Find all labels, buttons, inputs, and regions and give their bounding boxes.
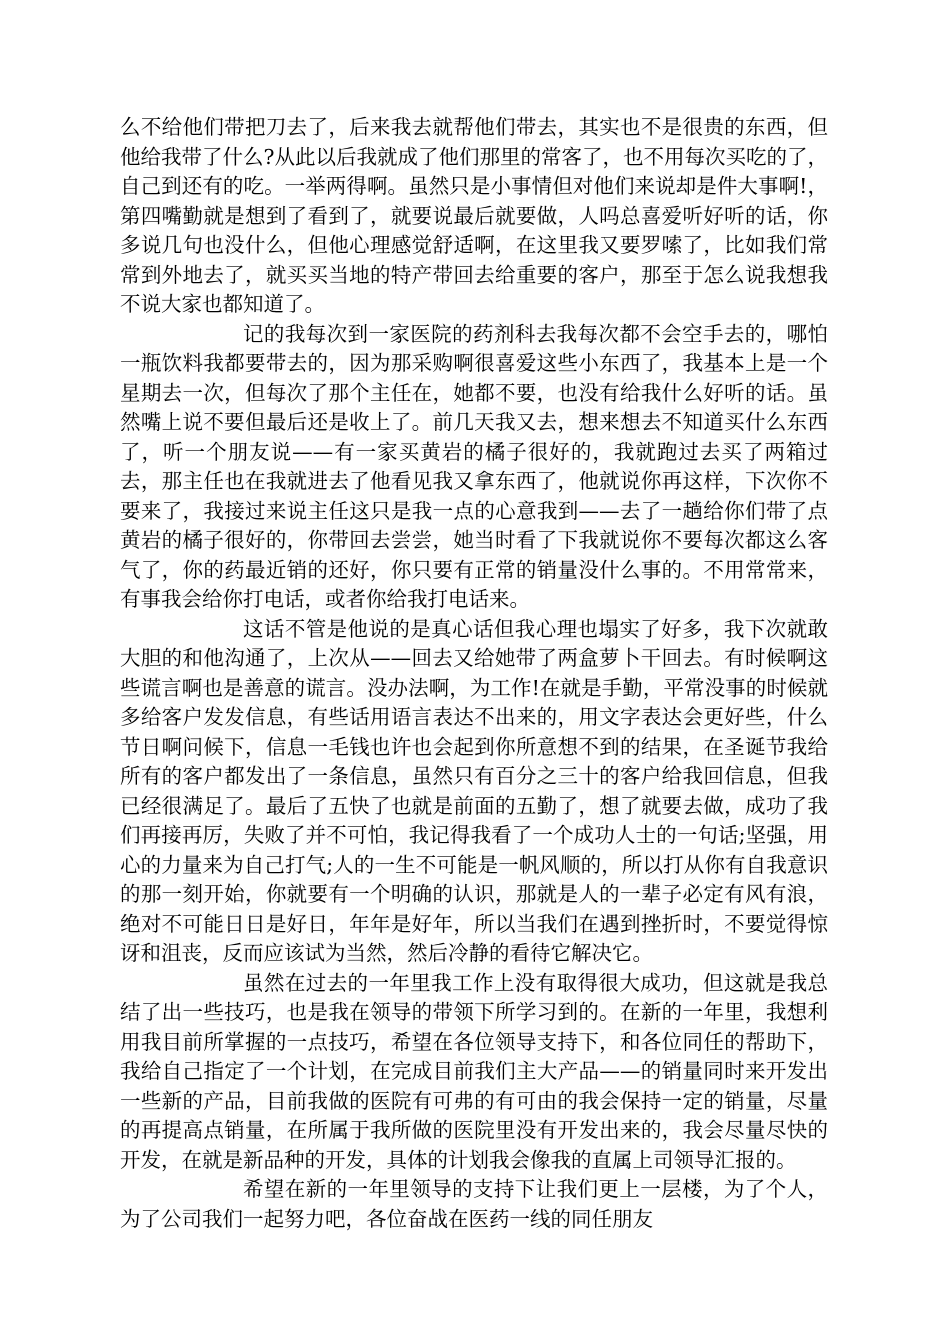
paragraph-3: 这话不管是他说的是真心话但我心理也塌实了好多，我下次就敢大胆的和他沟通了，上次从——回去又给她带了两盒萝卜干回去。有时候啊这些谎言啊也是善意的谎言。没办法啊，为工作!在就是手勤，平常没事的时候就多给客户发发信息，有些话用语言表达不出来的，用文字表达会更好些，什么节日啊问候下，信息一毛钱也许也会起到你所意想不到的结果，在圣诞节我给所有的客户都发出了一条信息，虽然只有百分之三十的客户给我回信息，但我已经很满足了。最后了五快了也就是前面的五勤了，想了就要去做，成功了我们再接再厉，失败了并不可怕，我记得我看了一个成功人士的一句话;坚强，用心的力量来为自己打气;人的一生不可能是一帆风顺的，所以打从你有自我意识的那一刻开始，你就要有一个明确的认识，那就是人的一辈子必定有风有浪，绝对不可能日日是好日，年年是好年，所以当我们在遇到挫折时，不要觉得惊讶和沮丧，反而应该试为当然，然后冷静的看待它解决它。 bbox=[120, 616, 828, 965]
paragraph-1: 么不给他们带把刀去了，后来我去就帮他们带去，其实也不是很贵的东西，但他给我带了什么?从此以后我就成了他们那里的常客了，也不用每次买吃的了，自己到还有的吃。一举两得啊。虽然只是小事情但对他们来说却是件大事啊!，第四嘴勤就是想到了看到了，就要说最后就要做，人吗总喜爱听好听的话，你多说几句也没什么，但他心理感觉舒适啊，在这里我又要罗嗦了，比如我们常常到外地去了，就买买当地的特产带回去给重要的客户，那至于怎么说我想我不说大家也都知道了。 bbox=[120, 115, 828, 316]
paragraph-5: 希望在新的一年里领导的支持下让我们更上一层楼，为了个人，为了公司我们一起努力吧，各位奋战在医药一线的同任朋友 bbox=[120, 1177, 828, 1231]
paragraph-4: 虽然在过去的一年里我工作上没有取得很大成功，但这就是我总结了出一些技巧，也是我在领导的带领下所学习到的。在新的一年里，我想利用我目前所掌握的一点技巧，希望在各位领导支持下，和各位同任的帮助下，我给自己指定了一个计划，在完成目前我们主大产品——的销量同时来开发出一些新的产品，目前我做的医院有可弗的有可由的我会保持一定的销量，尽量的再提高点销量，在所属于我所做的医院里没有开发出来的，我会尽量尽快的开发，在就是新品种的开发，具体的计划我会像我的直属上司领导汇报的。 bbox=[120, 970, 828, 1172]
document-body bbox=[120, 113, 828, 1234]
paragraph-2: 记的我每次到一家医院的药剂科去我每次都不会空手去的，哪怕一瓶饮料我都要带去的，因为那采购啊很喜爱这些小东西了，我基本上是一个星期去一次，但每次了那个主任在，她都不要，也没有给我什么好听的话。虽然嘴上说不要但最后还是收上了。前几天我又去，想来想去不知道买什么东西了，听一个朋友说——有一家买黄岩的橘子很好的，我就跑过去买了两箱过去，那主任也在我就进去了他看见我又拿东西了，他就说你再这样，下次你不要来了，我接过来说主任这只是我一点的心意我到——去了一趟给你们带了点黄岩的橘子很好的，你带回去尝尝，她当时看了下我就说你不要每次都这么客气了，你的药最近销的还好，你只要有正常的销量没什么事的。不用常常来，有事我会给你打电话，或者你给我打电话来。 bbox=[120, 321, 828, 611]
